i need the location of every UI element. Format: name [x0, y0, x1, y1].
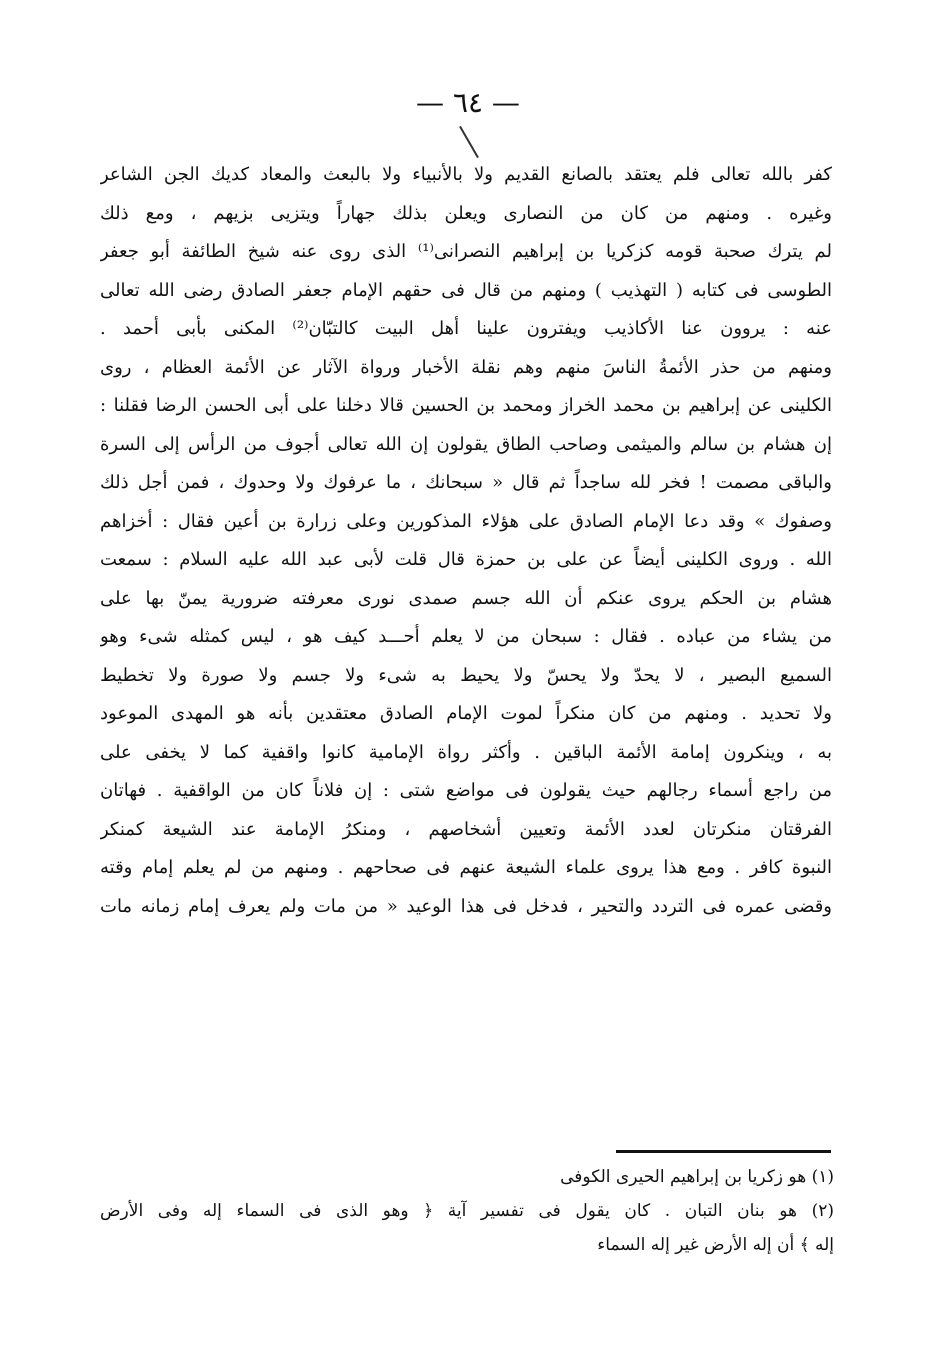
text-line: من راجع أسماء رجالهم حيث يقولون فى مواضع شتى : إن فلاناً كان من الواقفية . فهاتان — [100, 780, 832, 801]
text-line: الله . وروى الكلينى أيضاً عن على بن حمزة قال قلت لأبى عبد الله عليه السلام : سمعت — [100, 549, 832, 570]
text-line: ومنهم من حذر الأئمةُ الناسَ منهم وهم نقلة الأخبار ورواة الآثار عن الأئمة العظام ، روى — [100, 356, 832, 378]
text-line: عنه : يروون عنا الأكاذيب ويفترون علينا أهل البيت كالتبّان⁽²⁾ المكنى بأبى أحمد . — [100, 318, 832, 339]
footnote-2: (٢) هو بنان التبان . كان يقول فى تفسير آية ﴿ وهو الذى فى السماء إله وفى الأرض — [100, 1201, 834, 1221]
text-line: لم يترك صحبة قومه كزكريا بن إبراهيم النصرانى⁽¹⁾ الذى روى عنه شيخ الطائفة أبو جعفر — [100, 241, 832, 262]
footnote-2-continuation: إله ﴾ أن إله الأرض غير إله السماء — [597, 1235, 834, 1255]
text-line: به ، وينكرون إمامة الأئمة الباقين . وأكثر رواة الإمامية كانوا واقفية كما لا يخفى على — [100, 741, 832, 763]
text-line: وغيره . ومنهم من كان من النصارى ويعلن بذلك جهاراً ويتزيى بزيهم ، ومع ذلك — [100, 202, 832, 224]
footnote-1: (١) هو زكريا بن إبراهيم الحيرى الكوفى — [560, 1167, 834, 1187]
text-line: الفرقتان منكرتان لعدد الأئمة وتعيين أشخاصهم ، ومنكرُ الإمامة عند الشيعة كمنكر — [100, 818, 832, 840]
text-line: ولا تحديد . ومنهم من كان منكراً لموت الإمام الصادق معتقدين بأنه هو المهدى الموعود — [100, 703, 832, 724]
text-line: هشام بن الحكم يروى عنكم أن الله جسم صمدى نورى معرفته ضرورية يمنّ بها على — [100, 587, 832, 609]
footnotes — [100, 1160, 834, 1262]
text-line: وقضى عمره فى التردد والتحير ، فدخل فى هذا الوعيد « من مات ولم يعرف إمام زمانه مات — [100, 895, 832, 917]
text-line: النبوة كافر . ومع هذا يروى علماء الشيعة عنهم فى صحاحهم . ومنهم من لم يعلم إمام وقته — [100, 857, 832, 878]
body-text — [100, 156, 832, 926]
text-line: من يشاء من عباده . فقال : سبحان من لا يعلم أحـــد كيف هو ، ليس كمثله شىء وهو — [100, 626, 832, 647]
text-line: كفر بالله تعالى فلم يعتقد بالصانع القديم ولا بالأنبياء ولا بالبعث والمعاد كديك الجن الشاعر — [100, 164, 832, 185]
stray-pen-mark — [459, 126, 479, 158]
text-line: إن هشام بن سالم والميثمى وصاحب الطاق يقولون إن الله تعالى أجوف من الرأس إلى السرة — [100, 433, 832, 455]
text-line: الكلينى عن إبراهيم بن محمد الخراز ومحمد بن الحسين قالا دخلنا على أبى الحسن الرضا فقلنا : — [100, 395, 832, 416]
page-number: — ٦٤ — — [416, 86, 520, 119]
footnote-separator — [616, 1150, 831, 1153]
text-line: وصفوك » وقد دعا الإمام الصادق على هؤلاء المذكورين وعلى زرارة بن أعين فقال : أخزاهم — [100, 510, 832, 532]
text-line: الطوسى فى كتابه ( التهذيب ) ومنهم من قال فى حقهم الإمام جعفر الصادق رضى الله تعالى — [100, 279, 832, 301]
text-line: والباقى مصمت ! فخر لله ساجداً ثم قال « سبحانك ، ما عرفوك ولا وحدوك ، فمن أجل ذلك — [100, 472, 832, 493]
text-line: السميع البصير ، لا يحدّ ولا يحسّ ولا يحيط به شىء ولا جسم ولا صورة ولا تخطيط — [100, 664, 832, 686]
